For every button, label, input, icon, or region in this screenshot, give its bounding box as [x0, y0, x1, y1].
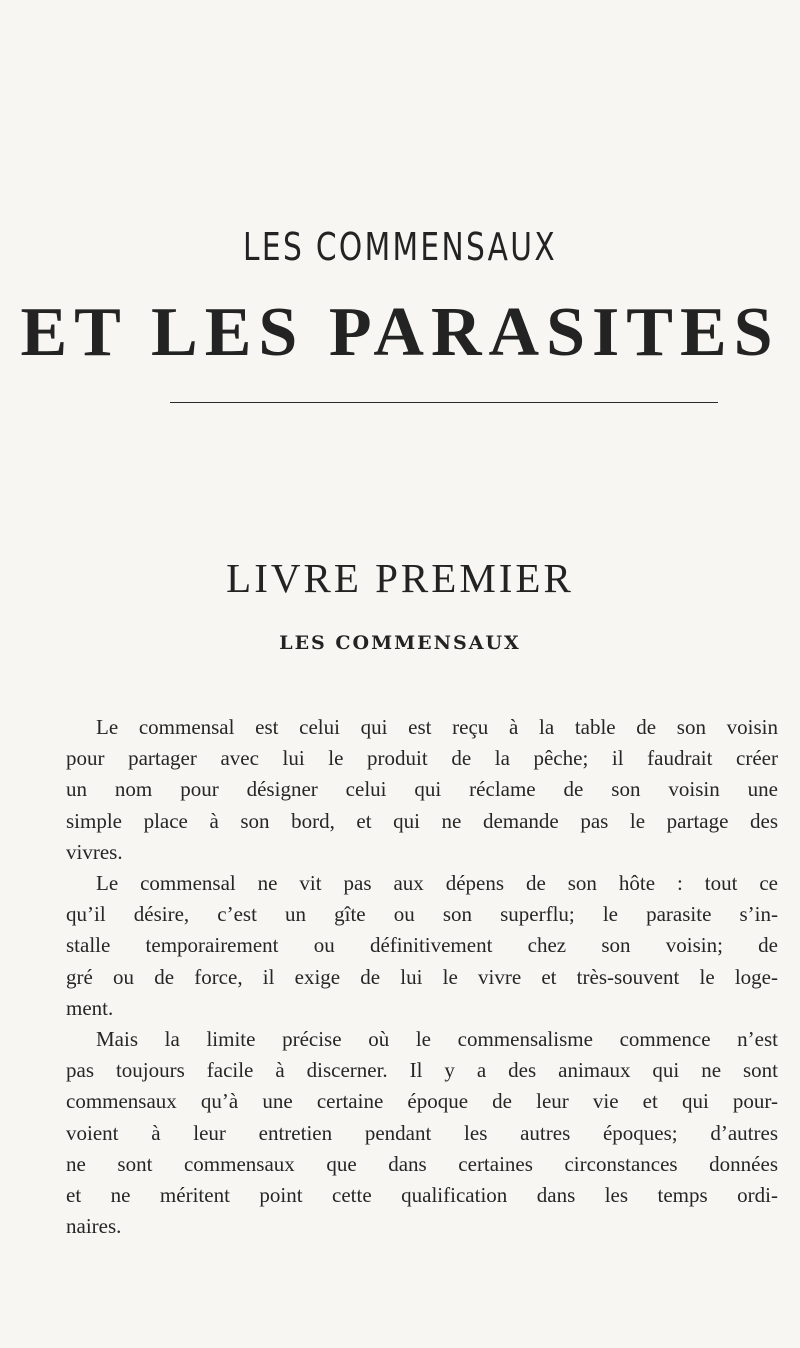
paragraph-1	[66, 712, 778, 868]
text-line: ment.	[66, 995, 114, 1020]
text-line: Le commensal ne vit pas aux dépens de son hôte : tout ce	[96, 871, 778, 896]
text-line: voient à leur entretien pendant les autres époques; d’autres	[66, 1120, 778, 1145]
main-title-line-1: LES COMMENSAUX	[243, 225, 557, 269]
book-title: LIVRE PREMIER	[226, 555, 574, 601]
text-line: naires.	[66, 1214, 122, 1239]
text-line: pas toujours facile à discerner. Il y a des animaux qui ne sont	[66, 1058, 778, 1083]
text-line: simple place à son bord, et qui ne demande pas le partage des	[66, 808, 778, 833]
main-title-line-2: ET LES PARASITES	[20, 294, 780, 371]
horizontal-rule	[170, 402, 718, 403]
section-subtitle: LES COMMENSAUX	[279, 632, 521, 654]
text-line: vivres.	[66, 839, 123, 864]
text-line: pour partager avec lui le produit de la pêche; il faudrait créer	[66, 746, 778, 771]
text-line: qu’il désire, c’est un gîte ou son superflu; le parasite s’in-	[66, 902, 778, 927]
text-line: stalle temporairement ou définitivement chez son voisin; de	[66, 933, 778, 958]
text-line: un nom pour désigner celui qui réclame de son voisin une	[66, 777, 778, 802]
text-line: commensaux qu’à une certaine époque de leur vie et qui pour-	[66, 1089, 778, 1114]
text-line: ne sont commensaux que dans certaines circonstances données	[66, 1151, 778, 1176]
text-line: Mais la limite précise où le commensalisme commence n’est	[96, 1027, 778, 1052]
text-line: et ne méritent point cette qualification dans les temps ordi-	[66, 1183, 778, 1208]
text-line: gré ou de force, il exige de lui le vivre et très-souvent le loge-	[66, 964, 778, 989]
text-line: Le commensal est celui qui est reçu à la table de son voisin	[96, 715, 778, 739]
body-text	[66, 712, 778, 1242]
paragraph-2	[66, 868, 778, 1024]
paragraph-3	[66, 1024, 778, 1242]
